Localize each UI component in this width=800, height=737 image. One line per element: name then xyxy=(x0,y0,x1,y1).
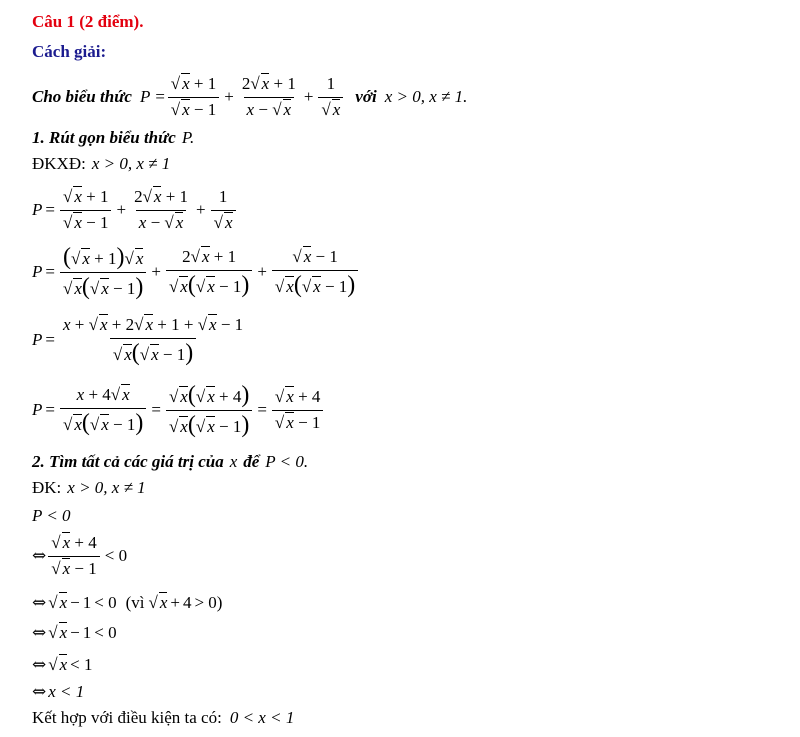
part2-title-row: 2. Tìm tất cả các giá trị của x để P < 0. xyxy=(32,452,309,471)
iff-step2: ⇔ √ x − 1 < 0 (vì √ x + 4 > 0) xyxy=(32,592,225,613)
fraction: √ x + 1 √ x − 1 xyxy=(60,187,111,233)
fraction: √ x + 1 √ x − 1 xyxy=(168,74,219,120)
iff-icon: ⇔ xyxy=(32,682,47,702)
iff-icon: ⇔ xyxy=(32,546,47,566)
intro-with: với xyxy=(355,87,377,106)
fraction: 2√ x + 1 √ x(√ x − 1) xyxy=(166,247,252,297)
intro-expression: Cho biểu thức P = √ x + 1 √ x − 1 + $\frac{2√ x + 1}{x - √ x}$ + 1 √ x với x > 0, x ≠ 1. xyxy=(32,74,467,120)
dkxd-label: ĐKXĐ: xyxy=(32,154,86,173)
fraction: √ x + 4 √ x − 1 xyxy=(48,533,99,579)
fraction: √ x − 1 √ x(√ x − 1) xyxy=(272,247,358,297)
fraction: $\frac{2√ x + 1}{x - √ x}$ xyxy=(239,74,299,120)
dk-row xyxy=(32,478,146,498)
iff-step3: ⇔ √ x − 1 < 0 xyxy=(32,622,120,643)
fraction: $\frac{2√ x + 1}{x - √ x}$ xyxy=(131,187,191,233)
step3-expression: P = x + √ x + 2√ x + 1 + √ x − 1 √ x(√ x − 1) xyxy=(32,312,248,368)
dkxd-value: x > 0, x ≠ 1 xyxy=(91,154,171,173)
iff-icon: ⇔ xyxy=(32,592,47,613)
p-lt-zero: P < 0 xyxy=(32,506,71,525)
conclusion-label: Kết hợp với điều kiện ta có: xyxy=(32,708,222,727)
part2-title: 2. Tìm tất cả các giá trị của xyxy=(32,452,224,471)
fraction: x + √ x + 2√ x + 1 + √ x − 1 √ x(√ x − 1) xyxy=(60,315,246,365)
conclusion-row xyxy=(32,708,294,728)
question-title: Câu 1 (2 điểm). xyxy=(32,12,144,31)
fraction: √ x + 4 √ x − 1 xyxy=(272,387,323,433)
iff-icon: ⇔ xyxy=(32,622,47,643)
dk-value: x > 0, x ≠ 1 xyxy=(67,478,146,497)
step1-expression: P = √ x + 1 √ x − 1 + $\frac{2√ x + 1}{x - √ x}$ + 1 √ x xyxy=(32,186,238,234)
intro-lhs: P = xyxy=(139,87,166,106)
iff-step1: ⇔ √ x + 4 √ x − 1 < 0 xyxy=(32,532,130,580)
dkxd-row xyxy=(32,154,170,174)
part1-title-row xyxy=(32,128,194,148)
fraction: 1 √ x xyxy=(318,74,343,120)
intro-prefix: Cho biểu thức xyxy=(32,87,132,106)
part1-title: 1. Rút gọn biểu thức xyxy=(32,128,176,147)
fraction: 1 √ x xyxy=(211,187,236,233)
iff-step4: ⇔ √ x < 1 xyxy=(32,654,95,675)
iff-step5: ⇔ x < 1 xyxy=(32,682,85,702)
part1-title-var: P. xyxy=(181,128,195,147)
fraction: (√ x + 1)√ x √ x(√ x − 1) xyxy=(60,245,146,299)
step2-expression: P = (√ x + 1)√ x √ x(√ x − 1) + 2√ x + 1 √ x(√ x − 1) + √ x − 1 √ x(√ x − 1) xyxy=(32,244,360,300)
intro-condition: x > 0, x ≠ 1. xyxy=(384,87,468,106)
solution-label: Cách giải: xyxy=(32,42,107,61)
conclusion-value: 0 < x < 1 xyxy=(229,708,295,727)
dk-label: ĐK: xyxy=(32,478,62,497)
step4-expression: P = x + 4√ x √ x(√ x − 1) = √ x(√ x + 4) √ x(√ x − 1) = √ x + 4 √ x − 1 xyxy=(32,380,325,440)
fraction: x + 4√ x √ x(√ x − 1) xyxy=(60,385,146,435)
fraction: √ x(√ x + 4) √ x(√ x − 1) xyxy=(166,383,252,437)
iff-icon: ⇔ xyxy=(32,654,47,675)
